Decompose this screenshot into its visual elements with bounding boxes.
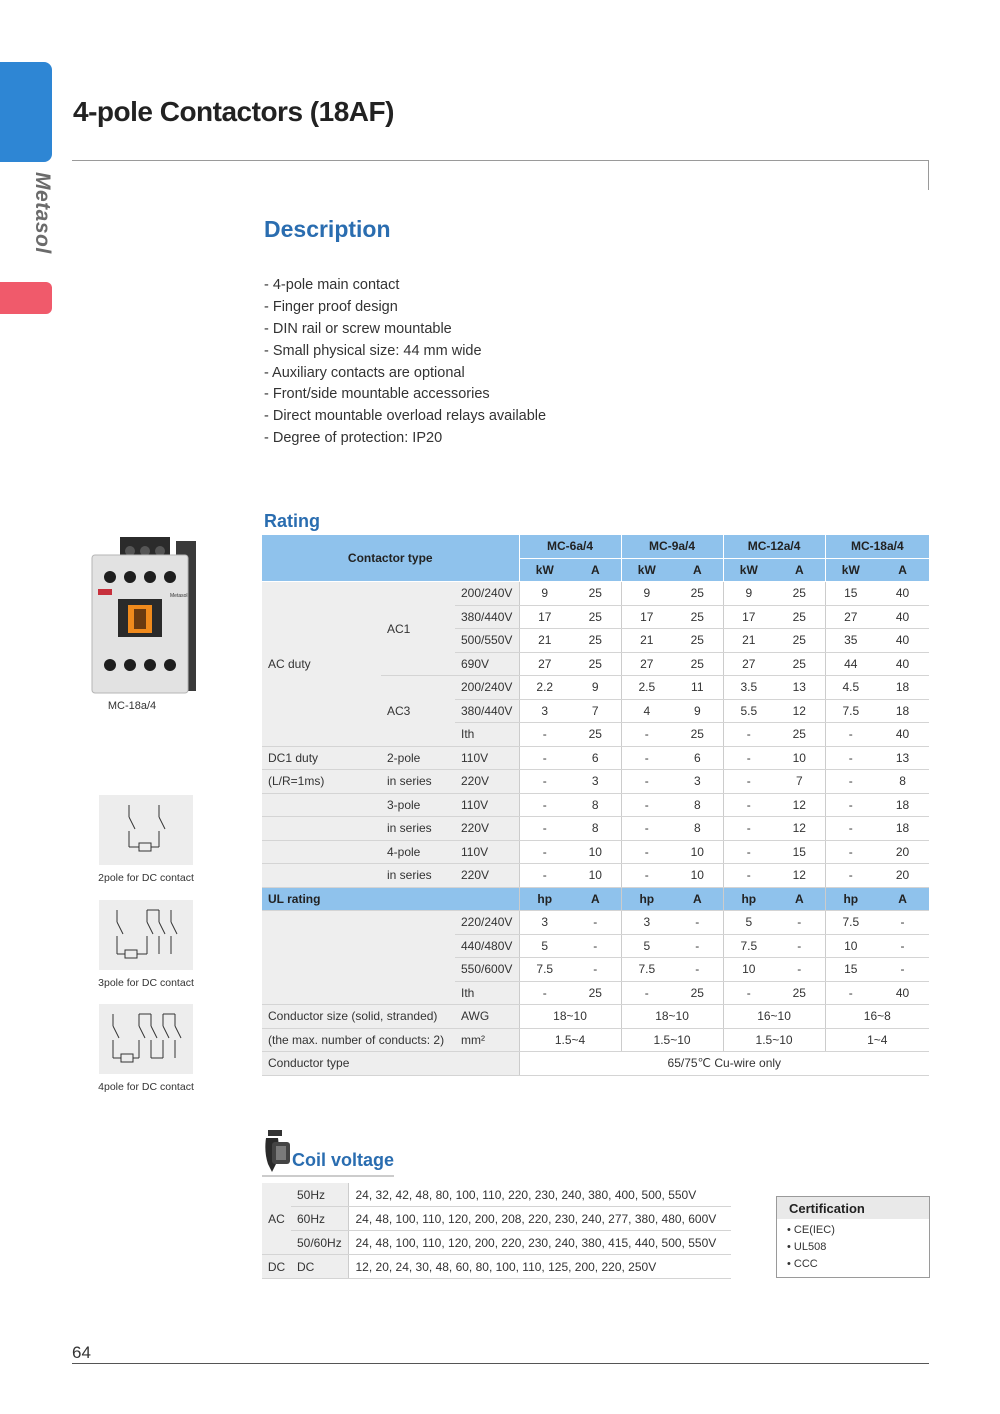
table-cell: 12 [774, 699, 825, 723]
contactor-product-image [90, 537, 198, 697]
voltage-label: 200/240V [455, 582, 519, 606]
coil-freq: DC [291, 1255, 348, 1279]
table-cell: 8 [672, 817, 723, 841]
table-cell: 25 [570, 582, 621, 606]
dc-4pole-caption: 4pole for DC contact [98, 1081, 194, 1093]
voltage-label: 380/440V [455, 699, 519, 723]
table-cell: - [876, 934, 929, 958]
table-cell: 2.2 [519, 676, 570, 700]
table-cell: 18 [876, 793, 929, 817]
table-cell: 5 [723, 911, 774, 935]
table-cell: 25 [672, 582, 723, 606]
table-cell: - [621, 723, 672, 747]
table-cell: 25 [672, 981, 723, 1005]
table-cell: 10 [672, 840, 723, 864]
table-cell: - [825, 723, 876, 747]
table-cell: 25 [570, 981, 621, 1005]
pole-label: 4-pole [381, 840, 455, 864]
table-cell: - [723, 770, 774, 794]
coil-values: 12, 20, 24, 30, 48, 60, 80, 100, 110, 125, 200, 220, 250V [348, 1255, 731, 1279]
table-cell: 18~10 [621, 1005, 723, 1029]
coil-heading-underline [262, 1175, 394, 1177]
table-cell: 27 [723, 652, 774, 676]
table-cell: 25 [570, 723, 621, 747]
list-item: - Degree of protection: IP20 [264, 430, 443, 447]
table-cell: 6 [570, 746, 621, 770]
dc-4pole-diagram [99, 1004, 193, 1074]
model-header: MC-6a/4 [519, 535, 621, 558]
pole-label: 3-pole [381, 793, 455, 817]
table-cell: 25 [672, 629, 723, 653]
list-item: • CE(IEC) [787, 1224, 835, 1236]
description-list [264, 275, 546, 450]
table-cell: 40 [876, 981, 929, 1005]
conductor-size-sub-label: (the max. number of conducts: 2) [262, 1028, 455, 1052]
table-cell: - [825, 840, 876, 864]
empty-cell [262, 793, 381, 817]
unit-header: kW [621, 558, 672, 582]
ac-duty-label: AC duty [262, 582, 381, 747]
table-row [262, 1028, 929, 1052]
table-cell: 35 [825, 629, 876, 653]
table-cell: 12 [774, 817, 825, 841]
empty-cell [262, 911, 455, 1005]
list-item: - 4-pole main contact [264, 277, 400, 293]
table-cell: 10 [825, 934, 876, 958]
certification-heading: Certification [777, 1197, 929, 1219]
unit-header: A [672, 558, 723, 582]
table-cell: 18~10 [519, 1005, 621, 1029]
table-cell: 15 [825, 958, 876, 982]
table-cell: 1.5~4 [519, 1028, 621, 1052]
unit-header: hp [825, 887, 876, 911]
table-cell: - [825, 746, 876, 770]
table-cell: 6 [672, 746, 723, 770]
mm2-label: mm² [455, 1028, 519, 1052]
table-cell: 25 [672, 605, 723, 629]
table-row [262, 746, 929, 770]
table-cell: 25 [774, 629, 825, 653]
table-cell: 17 [621, 605, 672, 629]
description-heading: Description [264, 216, 391, 242]
table-cell: - [825, 864, 876, 888]
table-cell: 25 [570, 605, 621, 629]
table-row [262, 582, 929, 606]
table-cell: 17 [519, 605, 570, 629]
empty-cell [262, 817, 381, 841]
table-cell: 40 [876, 605, 929, 629]
table-row [262, 911, 929, 935]
title-divider [72, 160, 929, 161]
table-row [262, 1052, 929, 1076]
table-cell: - [570, 911, 621, 935]
rating-heading: Rating [264, 511, 320, 531]
coil-freq: 60Hz [291, 1207, 348, 1231]
unit-header: A [672, 887, 723, 911]
table-cell: - [825, 793, 876, 817]
product-brand-text: Metasol [170, 593, 188, 599]
list-item: - Front/side mountable accessories [264, 386, 490, 403]
table-cell: - [774, 934, 825, 958]
brand-side-label: Metasol [31, 172, 54, 254]
table-cell: 2.5 [621, 676, 672, 700]
table-cell: 18 [876, 817, 929, 841]
table-cell: - [621, 840, 672, 864]
list-item: - Direct mountable overload relays available [264, 408, 547, 425]
table-cell: - [519, 864, 570, 888]
table-cell: 21 [723, 629, 774, 653]
table-cell: 40 [876, 723, 929, 747]
table-cell: - [825, 981, 876, 1005]
table-cell: 3.5 [723, 676, 774, 700]
table-cell: 5 [621, 934, 672, 958]
coil-voltage-table [262, 1183, 731, 1279]
table-cell: 25 [774, 605, 825, 629]
voltage-label: 220V [455, 770, 519, 794]
table-cell: 7.5 [825, 911, 876, 935]
table-cell: - [723, 817, 774, 841]
unit-header: kW [825, 558, 876, 582]
pole-label: in series [381, 817, 455, 841]
certification-box [776, 1196, 930, 1278]
coil-icon [262, 1128, 294, 1174]
table-cell: - [519, 770, 570, 794]
voltage-label: 380/440V [455, 605, 519, 629]
table-cell: 1.5~10 [621, 1028, 723, 1052]
table-row [262, 535, 929, 558]
table-cell: - [723, 793, 774, 817]
coil-values: 24, 48, 100, 110, 120, 200, 220, 230, 240, 380, 415, 440, 500, 550V [348, 1231, 731, 1255]
table-row [262, 1231, 731, 1255]
voltage-label: 110V [455, 746, 519, 770]
unit-header: hp [621, 887, 672, 911]
unit-header: kW [519, 558, 570, 582]
table-cell: - [519, 793, 570, 817]
table-cell: 10 [570, 840, 621, 864]
pole-label: in series [381, 864, 455, 888]
table-cell: 13 [774, 676, 825, 700]
coil-freq: 50Hz [291, 1183, 348, 1207]
footer-divider [72, 1363, 929, 1364]
table-cell: 40 [876, 582, 929, 606]
table-cell: 40 [876, 629, 929, 653]
table-cell: 13 [876, 746, 929, 770]
table-cell: 18 [876, 676, 929, 700]
voltage-label: Ith [455, 981, 519, 1005]
table-cell: - [723, 864, 774, 888]
table-cell: - [621, 793, 672, 817]
table-cell: - [672, 911, 723, 935]
dc-2pole-caption: 2pole for DC contact [98, 872, 194, 884]
dc-2pole-diagram [99, 795, 193, 865]
table-cell: 25 [570, 652, 621, 676]
table-cell: 8 [672, 793, 723, 817]
pole-label: in series [381, 770, 455, 794]
table-cell: 18 [876, 699, 929, 723]
table-cell: - [570, 958, 621, 982]
table-cell: - [570, 934, 621, 958]
table-cell: 5.5 [723, 699, 774, 723]
voltage-label: 220/240V [455, 911, 519, 935]
unit-header: A [774, 887, 825, 911]
table-cell: 3 [519, 911, 570, 935]
table-cell: - [519, 981, 570, 1005]
table-cell: 9 [570, 676, 621, 700]
table-cell: 9 [621, 582, 672, 606]
table-cell: - [672, 934, 723, 958]
table-cell: - [876, 911, 929, 935]
table-cell: 11 [672, 676, 723, 700]
table-cell: 10 [672, 864, 723, 888]
dc-3pole-caption: 3pole for DC contact [98, 977, 194, 989]
voltage-label: 200/240V [455, 676, 519, 700]
table-cell: 10 [723, 958, 774, 982]
table-cell: - [621, 817, 672, 841]
table-cell: 21 [621, 629, 672, 653]
unit-header: A [876, 558, 929, 582]
voltage-label: 110V [455, 793, 519, 817]
unit-header: kW [723, 558, 774, 582]
coil-values: 24, 48, 100, 110, 120, 200, 208, 220, 230, 240, 277, 380, 480, 600V [348, 1207, 731, 1231]
table-cell: - [621, 981, 672, 1005]
table-cell: - [825, 770, 876, 794]
rating-table [262, 535, 929, 1076]
table-cell: 17 [723, 605, 774, 629]
table-cell: 3 [621, 911, 672, 935]
list-item: • UL508 [787, 1241, 827, 1253]
table-cell: 12 [774, 793, 825, 817]
voltage-label: 440/480V [455, 934, 519, 958]
table-row [262, 887, 929, 911]
table-cell: - [723, 723, 774, 747]
table-cell: - [519, 746, 570, 770]
model-header: MC-9a/4 [621, 535, 723, 558]
table-cell: 9 [723, 582, 774, 606]
table-cell: 8 [570, 793, 621, 817]
table-cell: 27 [825, 605, 876, 629]
table-cell: 16~8 [825, 1005, 929, 1029]
table-cell: 25 [774, 981, 825, 1005]
coil-ac-label: AC [262, 1183, 291, 1255]
table-cell: - [621, 746, 672, 770]
empty-cell [262, 864, 381, 888]
voltage-label: 110V [455, 840, 519, 864]
list-item: - Finger proof design [264, 298, 398, 315]
product-caption: MC-18a/4 [107, 700, 157, 712]
table-cell: 25 [570, 629, 621, 653]
table-cell: - [621, 770, 672, 794]
table-row [262, 1207, 731, 1231]
table-cell: 10 [570, 864, 621, 888]
table-cell: - [723, 840, 774, 864]
unit-header: hp [519, 887, 570, 911]
table-cell: 3 [570, 770, 621, 794]
table-cell: 15 [774, 840, 825, 864]
coil-freq: 50/60Hz [291, 1231, 348, 1255]
dc1-label: DC1 duty [262, 746, 381, 770]
table-cell: 1.5~10 [723, 1028, 825, 1052]
table-cell: 44 [825, 652, 876, 676]
table-cell: - [774, 911, 825, 935]
voltage-label: 550/600V [455, 958, 519, 982]
table-cell: 8 [570, 817, 621, 841]
table-cell: 25 [672, 723, 723, 747]
table-cell: 1~4 [825, 1028, 929, 1052]
section-tab-red [0, 282, 52, 314]
table-row [262, 817, 929, 841]
unit-header: A [774, 558, 825, 582]
contactor-type-header: Contactor type [262, 535, 519, 582]
pole-label: 2-pole [381, 746, 455, 770]
voltage-label: 500/550V [455, 629, 519, 653]
table-cell: 16~10 [723, 1005, 825, 1029]
table-cell: 7.5 [723, 934, 774, 958]
title-divider-end [928, 160, 929, 190]
table-cell: 7.5 [621, 958, 672, 982]
table-cell: - [519, 723, 570, 747]
unit-header: A [570, 558, 621, 582]
coil-heading: Coil voltage [292, 1150, 395, 1170]
table-row [262, 793, 929, 817]
table-cell: - [723, 981, 774, 1005]
table-cell: - [621, 864, 672, 888]
model-header: MC-12a/4 [723, 535, 825, 558]
table-row [262, 1183, 731, 1207]
table-cell: - [774, 958, 825, 982]
coil-dc-label: DC [262, 1255, 291, 1279]
voltage-label: Ith [455, 723, 519, 747]
table-cell: - [723, 746, 774, 770]
dc1-sub-label: (L/R=1ms) [262, 770, 381, 794]
table-row [262, 840, 929, 864]
table-row [262, 864, 929, 888]
table-cell: 4.5 [825, 676, 876, 700]
voltage-label: 220V [455, 864, 519, 888]
page-number: 64 [72, 1343, 91, 1362]
conductor-size-label: Conductor size (solid, stranded) [262, 1005, 455, 1029]
list-item: • CCC [787, 1258, 818, 1270]
model-header: MC-18a/4 [825, 535, 929, 558]
empty-cell [262, 840, 381, 864]
unit-header: A [570, 887, 621, 911]
table-cell: - [876, 958, 929, 982]
dc-3pole-diagram [99, 900, 193, 970]
table-cell: 9 [519, 582, 570, 606]
coil-values: 24, 32, 42, 48, 80, 100, 110, 220, 230, 240, 380, 400, 500, 550V [348, 1183, 731, 1207]
table-cell: 3 [519, 699, 570, 723]
table-cell: 20 [876, 864, 929, 888]
conductor-type-label: Conductor type [262, 1052, 519, 1076]
list-item: - Small physical size: 44 mm wide [264, 342, 482, 359]
list-item: - Auxiliary contacts are optional [264, 364, 465, 381]
table-cell: 15 [825, 582, 876, 606]
awg-label: AWG [455, 1005, 519, 1029]
table-cell: 4 [621, 699, 672, 723]
table-cell: - [519, 817, 570, 841]
ul-rating-label: UL rating [262, 887, 519, 911]
table-cell: 25 [774, 723, 825, 747]
table-cell: 5 [519, 934, 570, 958]
table-cell: 21 [519, 629, 570, 653]
table-cell: 40 [876, 652, 929, 676]
table-cell: - [672, 958, 723, 982]
table-cell: 7 [570, 699, 621, 723]
ac1-label: AC1 [381, 582, 455, 676]
table-cell: 25 [672, 652, 723, 676]
section-tab-blue [0, 62, 52, 162]
table-cell: 8 [876, 770, 929, 794]
list-item: - DIN rail or screw mountable [264, 320, 452, 337]
table-cell: - [519, 840, 570, 864]
table-cell: - [825, 817, 876, 841]
table-cell: 27 [519, 652, 570, 676]
table-cell: 25 [774, 582, 825, 606]
conductor-type-value: 65/75℃ Cu-wire only [519, 1052, 929, 1076]
ac3-label: AC3 [381, 676, 455, 747]
unit-header: A [876, 887, 929, 911]
table-cell: 7.5 [519, 958, 570, 982]
table-cell: 20 [876, 840, 929, 864]
table-cell: 25 [774, 652, 825, 676]
table-cell: 10 [774, 746, 825, 770]
table-cell: 3 [672, 770, 723, 794]
table-row [262, 1255, 731, 1279]
voltage-label: 220V [455, 817, 519, 841]
table-cell: 7.5 [825, 699, 876, 723]
table-cell: 7 [774, 770, 825, 794]
table-cell: 27 [621, 652, 672, 676]
voltage-label: 690V [455, 652, 519, 676]
table-row [262, 1005, 929, 1029]
page-title: 4-pole Contactors (18AF) [73, 96, 394, 127]
table-row [262, 770, 929, 794]
table-cell: 12 [774, 864, 825, 888]
unit-header: hp [723, 887, 774, 911]
table-cell: 9 [672, 699, 723, 723]
